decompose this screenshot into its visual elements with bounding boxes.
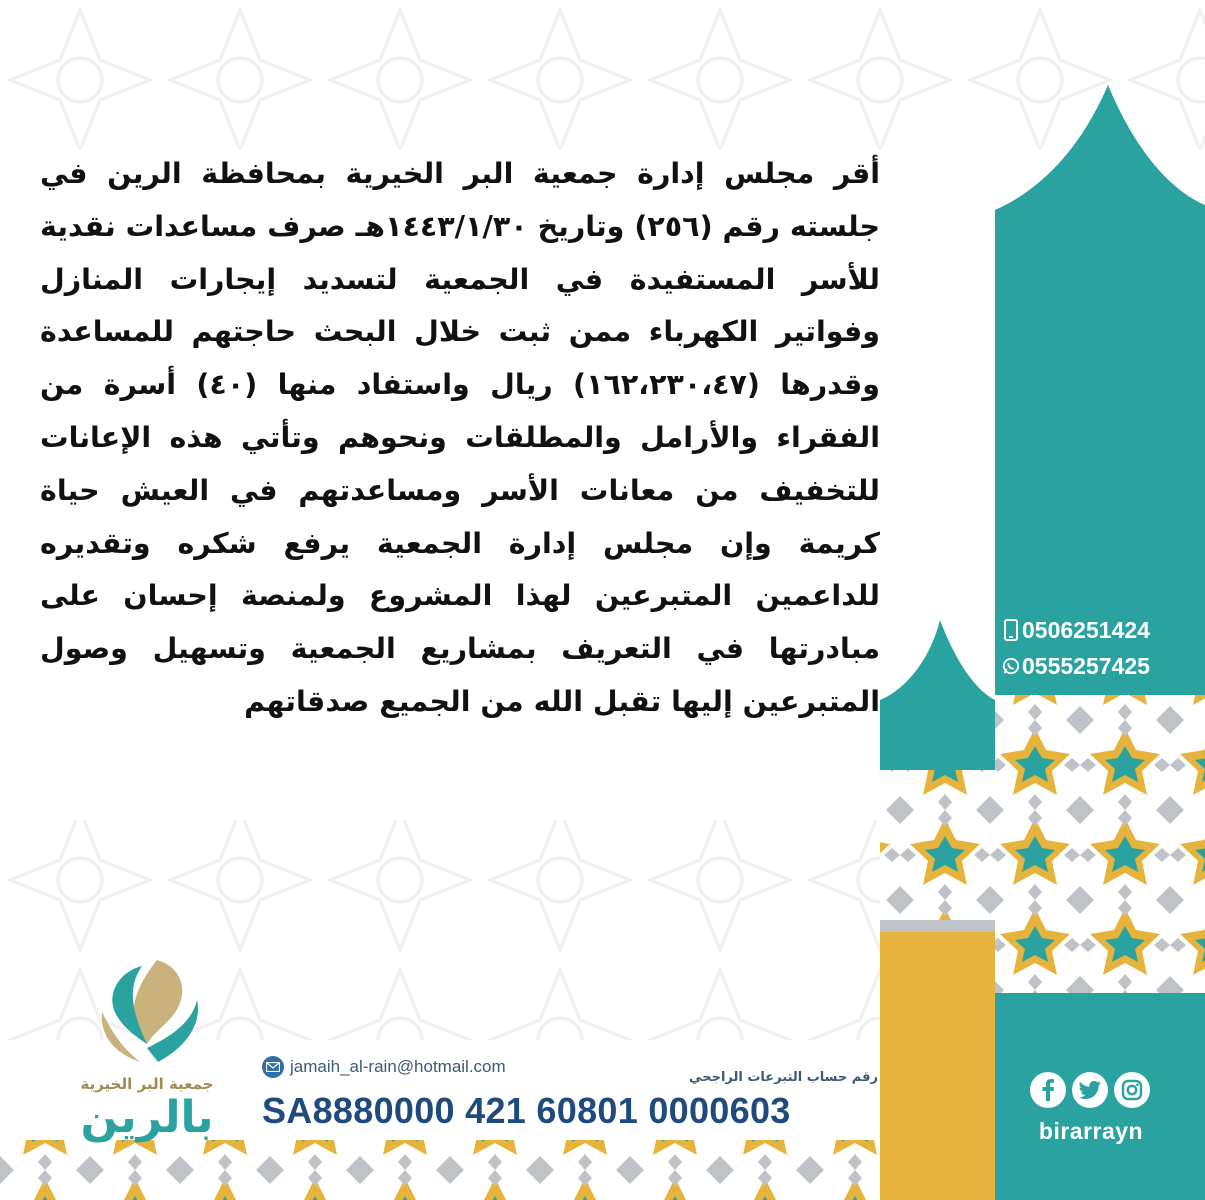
- social-links: [1030, 1072, 1150, 1108]
- email-row: [262, 1056, 506, 1078]
- email-address[interactable]: jamaih_al-rain@hotmail.com: [290, 1057, 506, 1076]
- facebook-icon[interactable]: [1030, 1072, 1066, 1108]
- email-icon: [262, 1056, 284, 1078]
- iban-number: SA8880000 421 60801 0000603: [262, 1090, 791, 1131]
- logo-subtitle: جمعية البر الخيرية: [80, 1075, 214, 1093]
- logo-title: بالرين: [80, 1092, 214, 1143]
- instagram-icon[interactable]: [1114, 1072, 1150, 1108]
- mobile-icon: [1002, 618, 1020, 642]
- whatsapp-number[interactable]: 0555257425: [1022, 652, 1150, 679]
- social-handle[interactable]: birarrayn: [1038, 1118, 1144, 1144]
- whatsapp-row: [1002, 648, 1200, 684]
- twitter-icon[interactable]: [1072, 1072, 1108, 1108]
- announcement-text: أقر مجلس إدارة جمعية البر الخيرية بمحافظة الرين في جلسته رقم (٢٥٦) وتاريخ ١٤٤٣/١/٣٠هـ صرف مساعدات نقدية للأسر المستفيدة في الجمعية لتسديد إيجارات المنازل وفواتير الكهرباء ممن ثبت خلال البحث حاجتهم للمساعدة وقدرها (١٦٢،٢٣٠،٤٧) ريال واستفاد منها (٤٠) أسرة من الفقراء والأرامل والمطلقات ونحوهم وتأتي هذه الإعانات للتخفيف من معانات الأسر ومساعدتهم في العيش حياة كريمة وإن مجلس إدارة الجمعية يرفع شكره وتقديره للداعمين المتبرعين لهذا المشروع ولمنصة إحسان على مبادرتها في التعريف بمشاريع الجمعية وتسهيل وصول المتبرعين إليها تقبل الله من الجميع صدقاتهم: [40, 157, 881, 718]
- bank-account-label: رقم حساب التبرعات الراجحي: [689, 1070, 878, 1085]
- contact-phones: [1002, 612, 1200, 684]
- phone-number[interactable]: 0506251424: [1022, 616, 1150, 643]
- whatsapp-icon: [1002, 654, 1020, 678]
- phone-row: [1002, 612, 1200, 648]
